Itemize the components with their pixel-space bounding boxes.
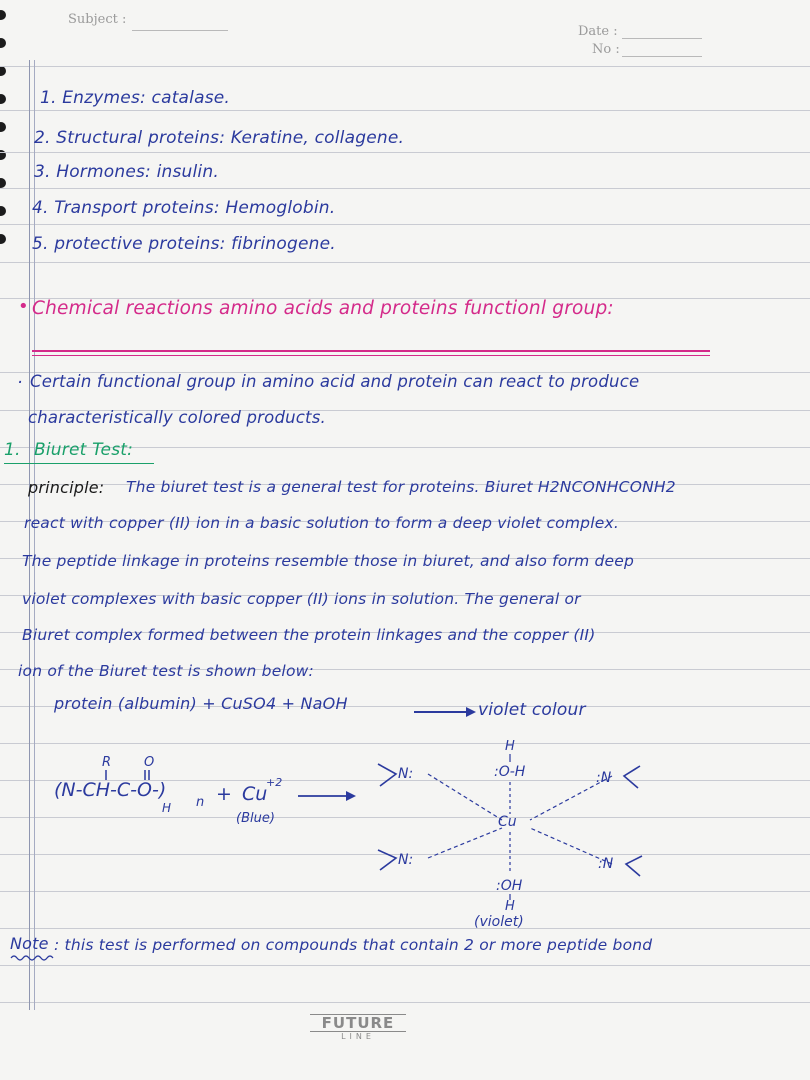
coordination-bond xyxy=(428,828,502,858)
no-line xyxy=(622,56,702,57)
note-text: : this test is performed on compounds that contain 2 or more peptide bond xyxy=(54,936,653,954)
principle-line: react with copper (II) ion in a basic solution to form a deep violet complex. xyxy=(24,514,619,532)
water-h-label: H xyxy=(505,739,515,754)
brand-logo xyxy=(310,1014,406,1044)
date-line xyxy=(622,38,702,39)
ligand-chevron xyxy=(378,850,396,870)
ruled-line xyxy=(0,188,810,189)
repeat-n: n xyxy=(196,795,205,810)
title-underline xyxy=(32,350,710,352)
bullet: • xyxy=(18,296,29,317)
intro-text: Certain functional group in amino acid and protein can react to produce xyxy=(30,372,640,391)
binding-hole xyxy=(0,122,6,132)
plus-sign: + xyxy=(216,783,232,805)
bullet: . xyxy=(18,368,24,388)
biuret-complex-diagram xyxy=(40,734,740,934)
margin-line xyxy=(29,60,30,1010)
principle-line: ion of the Biuret test is shown below: xyxy=(18,662,314,680)
peptide-chain: (N-CH-C-O-) xyxy=(54,779,167,801)
water-ligand: :OH xyxy=(496,878,523,894)
ligand-chevron xyxy=(624,766,640,788)
water-ligand: :O-H xyxy=(494,764,526,780)
ruled-line xyxy=(0,66,810,67)
diagram-arrowhead xyxy=(346,791,356,801)
note-label: Note xyxy=(10,934,49,953)
subject-line xyxy=(132,30,228,31)
copper-center: Cu xyxy=(498,814,517,830)
principle-line: The peptide linkage in proteins resemble those in biuret, and also form deep xyxy=(22,552,635,570)
note-squiggle xyxy=(10,954,56,962)
binding-hole xyxy=(0,66,6,76)
copper-charge: +2 xyxy=(266,776,283,789)
ligand-label: :N xyxy=(598,856,614,872)
reaction-arrow xyxy=(410,700,480,724)
r-group-label: R xyxy=(102,755,112,770)
no-label: No : xyxy=(592,42,620,57)
principle-label: principle: xyxy=(28,478,105,497)
date-label: Date : xyxy=(578,24,618,39)
equation-product: violet colour xyxy=(478,700,586,720)
ligand-chevron xyxy=(626,856,642,876)
brand-bottom: LINE xyxy=(341,1032,375,1041)
section-title: Chemical reactions amino acids and proteins functionl group: xyxy=(32,298,614,319)
binding-hole xyxy=(0,234,6,244)
binding-hole xyxy=(0,94,6,104)
list-item: 4. Transport proteins: Hemoglobin. xyxy=(32,198,336,218)
subject-label: Subject : xyxy=(68,12,127,27)
list-item: 1. Enzymes: catalase. xyxy=(40,88,231,108)
binding-hole xyxy=(0,178,6,188)
ruled-line xyxy=(0,965,810,966)
brand-top: FUTURE xyxy=(310,1014,406,1032)
ligand-chevron xyxy=(378,764,396,786)
copper-ion: Cu xyxy=(242,783,268,805)
carbonyl-oxygen-label: O xyxy=(144,755,155,770)
principle-line: The biuret test is a general test for proteins. Biuret H2NCONHCONH2 xyxy=(126,478,676,496)
binding-hole xyxy=(0,206,6,216)
section-number: 1. xyxy=(4,440,21,460)
ruled-line xyxy=(0,262,810,263)
copper-color-note: (Blue) xyxy=(236,811,275,826)
amide-h-label: H xyxy=(162,801,172,815)
equation-reactants: protein (albumin) + CuSO4 + NaOH xyxy=(54,694,348,713)
binding-hole xyxy=(0,38,6,48)
heading-underline xyxy=(4,463,154,464)
ruled-line xyxy=(0,224,810,225)
biuret-title: Biuret Test: xyxy=(34,440,134,460)
coordination-bond xyxy=(428,774,502,820)
list-item: 5. protective proteins: fibrinogene. xyxy=(32,234,336,254)
ruled-line xyxy=(0,1002,810,1003)
intro-text: characteristically colored products. xyxy=(28,408,326,427)
ruled-line xyxy=(0,110,810,111)
ligand-label: N: xyxy=(398,766,414,782)
list-item: 2. Structural proteins: Keratine, collagene. xyxy=(34,128,405,148)
complex-color-note: (violet) xyxy=(474,914,524,930)
ruled-line xyxy=(0,152,810,153)
ligand-label: N: xyxy=(398,852,414,868)
list-item: 3. Hormones: insulin. xyxy=(34,162,219,182)
ligand-label: :N xyxy=(596,770,612,786)
water-h-label: H xyxy=(505,899,515,914)
principle-line: Biuret complex formed between the protein linkages and the copper (II) xyxy=(22,626,596,644)
title-underline xyxy=(32,355,710,356)
principle-line: violet complexes with basic copper (II) ions in solution. The general or xyxy=(22,590,581,608)
binding-hole xyxy=(0,10,6,20)
